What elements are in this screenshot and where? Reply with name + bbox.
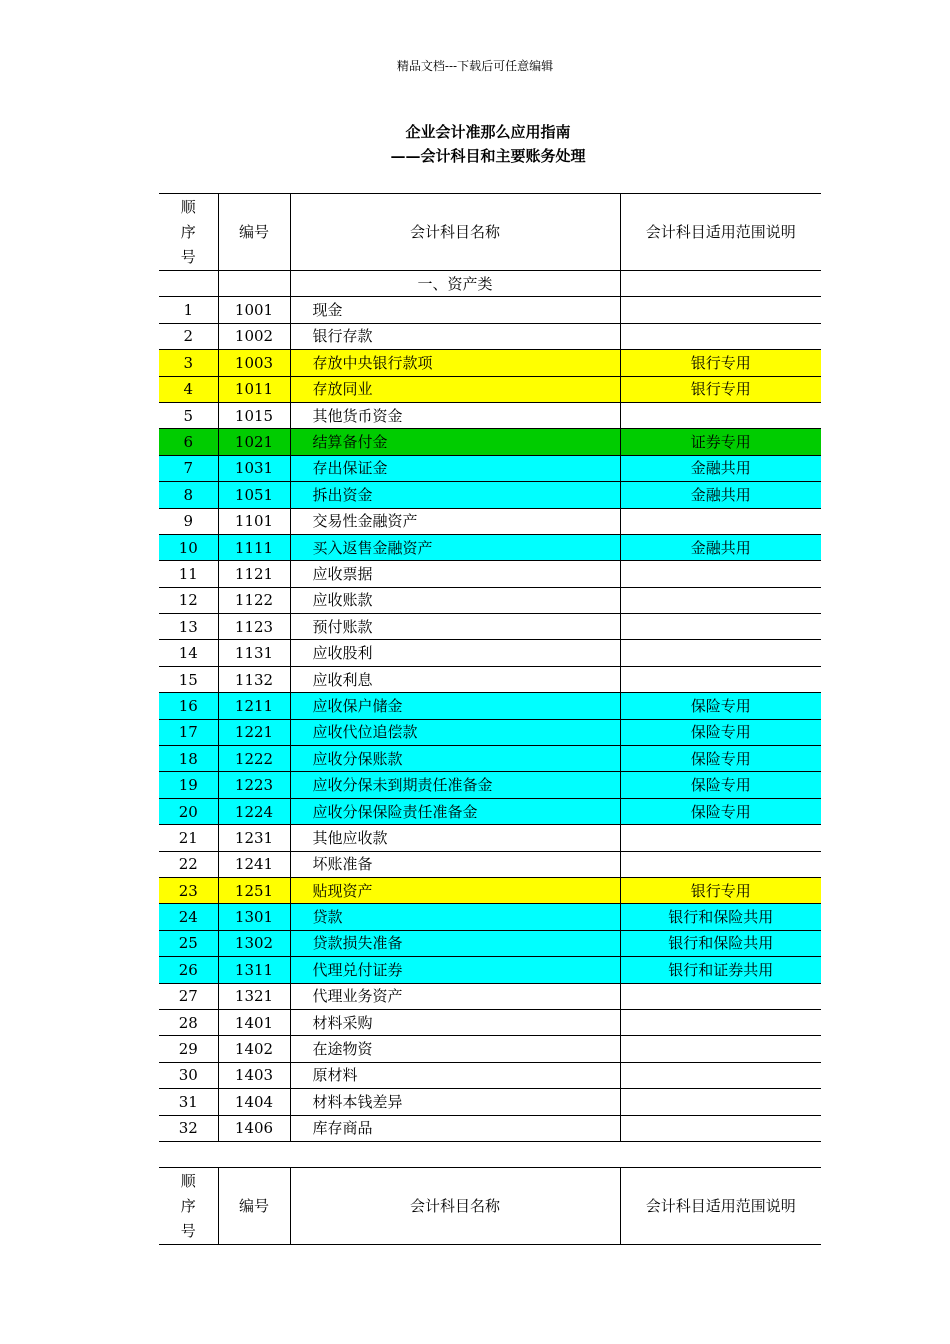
row-scope: 保险专用	[620, 772, 821, 798]
row-scope	[620, 508, 821, 534]
row-code: 1002	[218, 323, 290, 349]
row-scope	[620, 402, 821, 428]
table-header-row	[159, 1168, 821, 1245]
table-row	[159, 1089, 821, 1115]
row-number: 2	[159, 323, 218, 349]
table-row	[159, 1036, 821, 1062]
row-scope: 金融共用	[620, 482, 821, 508]
row-scope	[620, 983, 821, 1009]
section-empty-cell	[218, 271, 290, 297]
table-row	[159, 534, 821, 560]
header-seq-char: 号	[180, 247, 196, 266]
row-account-name: 贷款	[290, 904, 620, 930]
row-scope: 保险专用	[620, 798, 821, 824]
row-code: 1302	[218, 930, 290, 956]
section-row	[159, 271, 821, 297]
table-row	[159, 877, 821, 903]
row-code: 1311	[218, 957, 290, 983]
row-account-name: 应收分保账款	[290, 746, 620, 772]
row-code: 1011	[218, 376, 290, 402]
row-account-name: 存放同业	[290, 376, 620, 402]
row-scope: 银行专用	[620, 877, 821, 903]
row-scope	[620, 825, 821, 851]
row-account-name: 应收分保保险责任准备金	[290, 798, 620, 824]
accounts-table	[159, 193, 821, 1142]
row-code: 1101	[218, 508, 290, 534]
table-row	[159, 772, 821, 798]
row-code: 1021	[218, 429, 290, 455]
row-number: 20	[159, 798, 218, 824]
header-code: 编号	[218, 1168, 290, 1245]
row-scope	[620, 1036, 821, 1062]
row-account-name: 其他应收款	[290, 825, 620, 851]
row-scope: 保险专用	[620, 719, 821, 745]
row-code: 1404	[218, 1089, 290, 1115]
row-number: 23	[159, 877, 218, 903]
row-code: 1003	[218, 350, 290, 376]
table-row	[159, 983, 821, 1009]
header-scope: 会计科目适用范围说明	[620, 1168, 821, 1245]
row-code: 1111	[218, 534, 290, 560]
row-scope	[620, 1089, 821, 1115]
table-row	[159, 561, 821, 587]
row-number: 28	[159, 1009, 218, 1035]
row-account-name: 应收票据	[290, 561, 620, 587]
table-row	[159, 455, 821, 481]
section-empty-cell	[159, 271, 218, 297]
row-number: 8	[159, 482, 218, 508]
row-code: 1251	[218, 877, 290, 903]
row-number: 31	[159, 1089, 218, 1115]
table-row	[159, 825, 821, 851]
row-scope: 银行和证券共用	[620, 957, 821, 983]
row-scope	[620, 666, 821, 692]
row-code: 1221	[218, 719, 290, 745]
row-account-name: 交易性金融资产	[290, 508, 620, 534]
row-code: 1031	[218, 455, 290, 481]
row-number: 32	[159, 1115, 218, 1141]
header-seq-char: 序	[180, 1196, 196, 1215]
header-seq	[159, 1168, 218, 1245]
row-number: 5	[159, 402, 218, 428]
row-scope: 金融共用	[620, 455, 821, 481]
row-code: 1321	[218, 983, 290, 1009]
document-subtitle: ——会计科目和主要账务处理	[390, 147, 586, 165]
table-row	[159, 719, 821, 745]
table-row	[159, 746, 821, 772]
row-number: 17	[159, 719, 218, 745]
row-code: 1121	[218, 561, 290, 587]
table-row	[159, 587, 821, 613]
row-account-name: 银行存款	[290, 323, 620, 349]
table-header-row	[159, 194, 821, 271]
row-number: 27	[159, 983, 218, 1009]
row-scope: 保险专用	[620, 693, 821, 719]
table-row	[159, 297, 821, 323]
section-title: 一、资产类	[290, 271, 620, 297]
row-account-name: 原材料	[290, 1062, 620, 1088]
row-code: 1224	[218, 798, 290, 824]
row-number: 29	[159, 1036, 218, 1062]
row-code: 1223	[218, 772, 290, 798]
row-account-name: 库存商品	[290, 1115, 620, 1141]
table-row	[159, 693, 821, 719]
watermark-text: 精品文档---下载后可任意编辑	[396, 59, 554, 73]
row-account-name: 材料采购	[290, 1009, 620, 1035]
row-number: 25	[159, 930, 218, 956]
row-code: 1241	[218, 851, 290, 877]
row-code: 1131	[218, 640, 290, 666]
row-account-name: 贴现资产	[290, 877, 620, 903]
row-number: 21	[159, 825, 218, 851]
row-code: 1402	[218, 1036, 290, 1062]
table-row	[159, 402, 821, 428]
row-code: 1132	[218, 666, 290, 692]
row-number: 10	[159, 534, 218, 560]
row-code: 1122	[218, 587, 290, 613]
row-scope: 银行和保险共用	[620, 904, 821, 930]
table-row	[159, 851, 821, 877]
table-row	[159, 1062, 821, 1088]
row-account-name: 现金	[290, 297, 620, 323]
table-row	[159, 904, 821, 930]
row-scope: 银行和保险共用	[620, 930, 821, 956]
header-name: 会计科目名称	[290, 194, 620, 271]
table-row	[159, 508, 821, 534]
row-code: 1301	[218, 904, 290, 930]
row-account-name: 应收账款	[290, 587, 620, 613]
row-account-name: 其他货币资金	[290, 402, 620, 428]
row-scope	[620, 323, 821, 349]
table-row	[159, 429, 821, 455]
header-seq-char: 顺	[180, 1171, 196, 1190]
row-account-name: 坏账准备	[290, 851, 620, 877]
row-number: 4	[159, 376, 218, 402]
row-number: 16	[159, 693, 218, 719]
row-code: 1123	[218, 614, 290, 640]
header-seq-char: 顺	[180, 197, 196, 216]
row-number: 9	[159, 508, 218, 534]
table-row	[159, 323, 821, 349]
header-scope: 会计科目适用范围说明	[620, 194, 821, 271]
table-row	[159, 350, 821, 376]
row-number: 18	[159, 746, 218, 772]
row-account-name: 买入返售金融资产	[290, 534, 620, 560]
row-scope	[620, 640, 821, 666]
row-account-name: 预付账款	[290, 614, 620, 640]
row-code: 1015	[218, 402, 290, 428]
row-scope	[620, 1009, 821, 1035]
row-number: 24	[159, 904, 218, 930]
row-scope	[620, 1062, 821, 1088]
row-account-name: 拆出资金	[290, 482, 620, 508]
row-number: 11	[159, 561, 218, 587]
row-account-name: 应收代位追偿款	[290, 719, 620, 745]
row-account-name: 在途物资	[290, 1036, 620, 1062]
table-row	[159, 614, 821, 640]
section-empty-cell	[620, 271, 821, 297]
row-code: 1406	[218, 1115, 290, 1141]
continued-table-header	[159, 1167, 821, 1245]
table-row	[159, 1009, 821, 1035]
row-account-name: 代理兑付证券	[290, 957, 620, 983]
row-number: 13	[159, 614, 218, 640]
row-number: 22	[159, 851, 218, 877]
row-account-name: 材料本钱差异	[290, 1089, 620, 1115]
row-scope: 银行专用	[620, 376, 821, 402]
row-scope: 保险专用	[620, 746, 821, 772]
row-number: 1	[159, 297, 218, 323]
row-number: 15	[159, 666, 218, 692]
row-account-name: 应收利息	[290, 666, 620, 692]
row-code: 1001	[218, 297, 290, 323]
table-row	[159, 666, 821, 692]
header-seq	[159, 194, 218, 271]
row-number: 26	[159, 957, 218, 983]
row-account-name: 应收保户储金	[290, 693, 620, 719]
row-account-name: 结算备付金	[290, 429, 620, 455]
header-seq-char: 号	[180, 1221, 196, 1240]
row-account-name: 应收分保未到期责任准备金	[290, 772, 620, 798]
row-code: 1222	[218, 746, 290, 772]
row-scope	[620, 561, 821, 587]
row-number: 19	[159, 772, 218, 798]
row-scope	[620, 1115, 821, 1141]
table-row	[159, 640, 821, 666]
table-row	[159, 930, 821, 956]
row-scope	[620, 297, 821, 323]
table-row	[159, 482, 821, 508]
header-name: 会计科目名称	[290, 1168, 620, 1245]
row-scope: 证券专用	[620, 429, 821, 455]
row-number: 30	[159, 1062, 218, 1088]
row-account-name: 存出保证金	[290, 455, 620, 481]
row-scope	[620, 587, 821, 613]
table-row	[159, 957, 821, 983]
row-code: 1211	[218, 693, 290, 719]
row-scope: 金融共用	[620, 534, 821, 560]
document-title: 企业会计准那么应用指南	[405, 123, 571, 141]
row-scope	[620, 614, 821, 640]
row-account-name: 代理业务资产	[290, 983, 620, 1009]
row-account-name: 存放中央银行款项	[290, 350, 620, 376]
row-number: 3	[159, 350, 218, 376]
header-seq-char: 序	[180, 222, 196, 241]
table-row	[159, 376, 821, 402]
row-code: 1051	[218, 482, 290, 508]
row-number: 6	[159, 429, 218, 455]
row-code: 1403	[218, 1062, 290, 1088]
table-row	[159, 1115, 821, 1141]
row-number: 14	[159, 640, 218, 666]
row-account-name: 应收股利	[290, 640, 620, 666]
row-number: 7	[159, 455, 218, 481]
row-code: 1231	[218, 825, 290, 851]
header-code: 编号	[218, 194, 290, 271]
row-scope	[620, 851, 821, 877]
row-account-name: 贷款损失准备	[290, 930, 620, 956]
row-scope: 银行专用	[620, 350, 821, 376]
row-number: 12	[159, 587, 218, 613]
row-code: 1401	[218, 1009, 290, 1035]
table-row	[159, 798, 821, 824]
